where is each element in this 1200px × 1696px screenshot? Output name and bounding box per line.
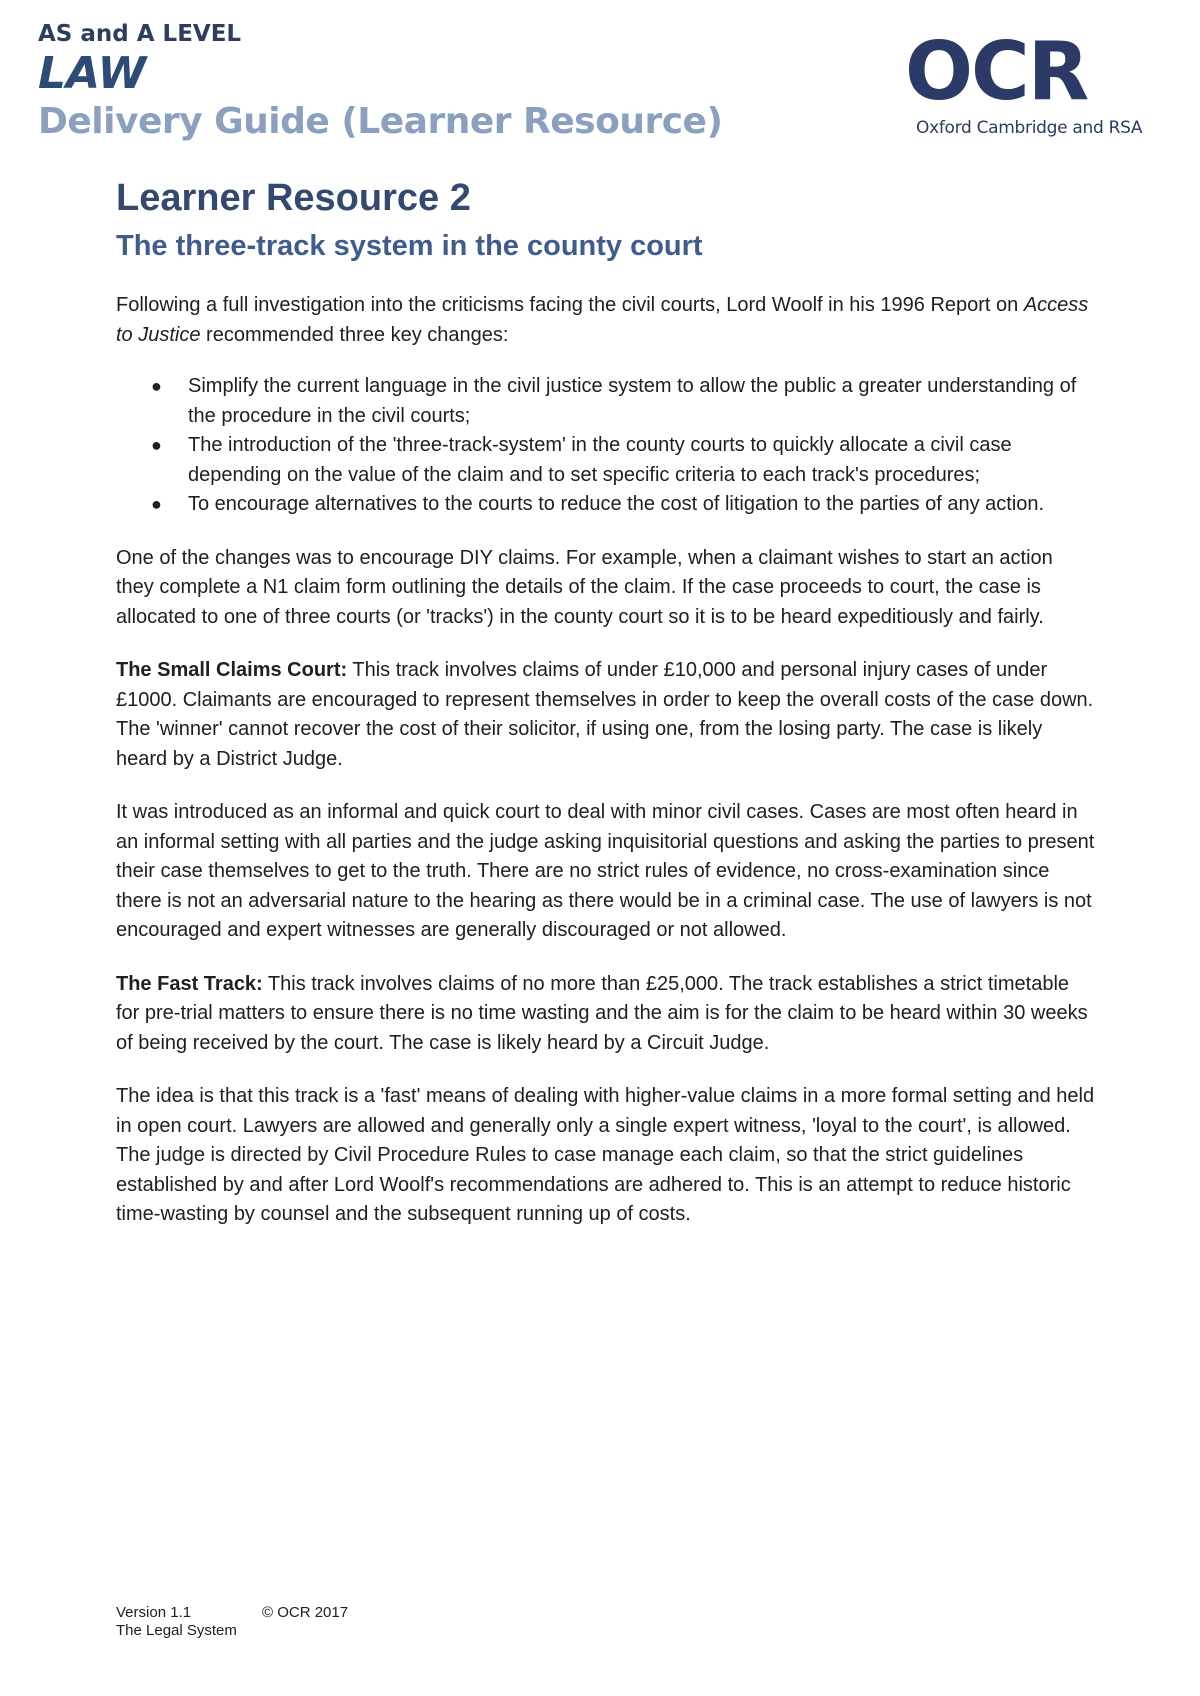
copyright-label: © OCR 2017 [262,1604,349,1621]
ocr-logo [905,25,1165,142]
bullet-icon: ● [151,376,162,396]
page-footer [116,1604,348,1640]
fast-track-detail-paragraph: The idea is that this track is a 'fast' means of dealing with higher-value claims in a more formal setting and held in open court. Lawyers are allowed and generally only a single expert witness, 'loyal to the court', is allowed. The judge is directed by Civil Procedure Rules to case manage each claim, so that the strict guidelines established by and after Lord Woolf's recommendations are adhered to. This is an attempt to reduce historic time-wasting by counsel and the subsequent running up of costs. [116,1085,1095,1225]
list-item: ● Simplify the current language in the civil justice system to allow the public a greater understanding of the procedure in the civil courts; [188,372,1096,431]
qualification-level: AS and A LEVEL [38,21,242,47]
fast-track-label: The Fast Track: [116,972,263,995]
bullet-icon: ● [151,494,162,514]
main-content [116,176,1096,1230]
report-title: Access to Justice [116,294,1089,346]
page-subtitle: The three-track system in the county court [116,230,703,262]
fast-track-text: This track involves claims of no more than £25,000. The track establishes a strict timetable for pre-trial matters to ensure there is no time wasting and the aim is for the claim to be heard within 30 weeks of being received by the court. The case is likely heard by a Circuit Judge. [116,972,1088,1054]
list-item: ● The introduction of the 'three-track-system' in the county courts to quickly allocate a civil case depending on the value of the claim and to set specific criteria to each track's procedures; [188,431,1096,490]
small-claims-text: This track involves claims of under £10,000 and personal injury cases of under £1000. Claimants are encouraged to represent themselves in order to keep the overall costs of the case down. The 'winner' cannot recover the cost of their solicitor, if using one, from the losing party. The case is likely heard by a District Judge. [116,659,1094,770]
intro-text-start: Following a full investigation into the criticisms facing the civil courts, Lord Woolf in his 1996 Report on [116,294,1024,316]
subject-title: LAW [38,48,147,99]
diy-claims-paragraph: One of the changes was to encourage DIY claims. For example, when a claimant wishes to start an action they complete a N1 claim form outlining the details of the claim. If the case proceeds to court, the case is allocated to one of three courts (or 'tracks') in the county court so it is to be heard expeditiously and fairly. [116,546,1053,628]
small-claims-label: The Small Claims Court: [116,659,348,681]
ocr-logo-mark: OCR [905,25,1088,118]
document-header [38,20,722,144]
ocr-logo-subtitle: Oxford Cambridge and RSA [916,118,1143,138]
list-item: ● To encourage alternatives to the courts to reduce the cost of litigation to the parties of any action. [188,490,1096,520]
version-label: Version 1.1 [116,1604,192,1621]
intro-text-end: recommended three key changes: [200,323,509,346]
bullet-icon: ● [151,435,162,455]
page-title: Learner Resource 2 [116,177,471,219]
unit-label: The Legal System [116,1622,237,1639]
small-claims-detail-paragraph: It was introduced as an informal and quick court to deal with minor civil cases. Cases are most often heard in an informal setting with all parties and the judge asking inquisitorial questions and asking the parties to present their case themselves to get to the truth. There are no strict rules of evidence, no cross-examination since there is not an adversarial nature to the hearing as there would be in a criminal case. The use of lawyers is not encouraged and expert witnesses are generally discouraged or not allowed. [116,801,1095,941]
intro-paragraph [116,291,1096,350]
guide-title: Delivery Guide (Learner Resource) [38,101,723,142]
key-changes-list [116,372,1096,520]
fast-track-paragraph [116,970,1096,1059]
small-claims-paragraph [116,656,1096,774]
